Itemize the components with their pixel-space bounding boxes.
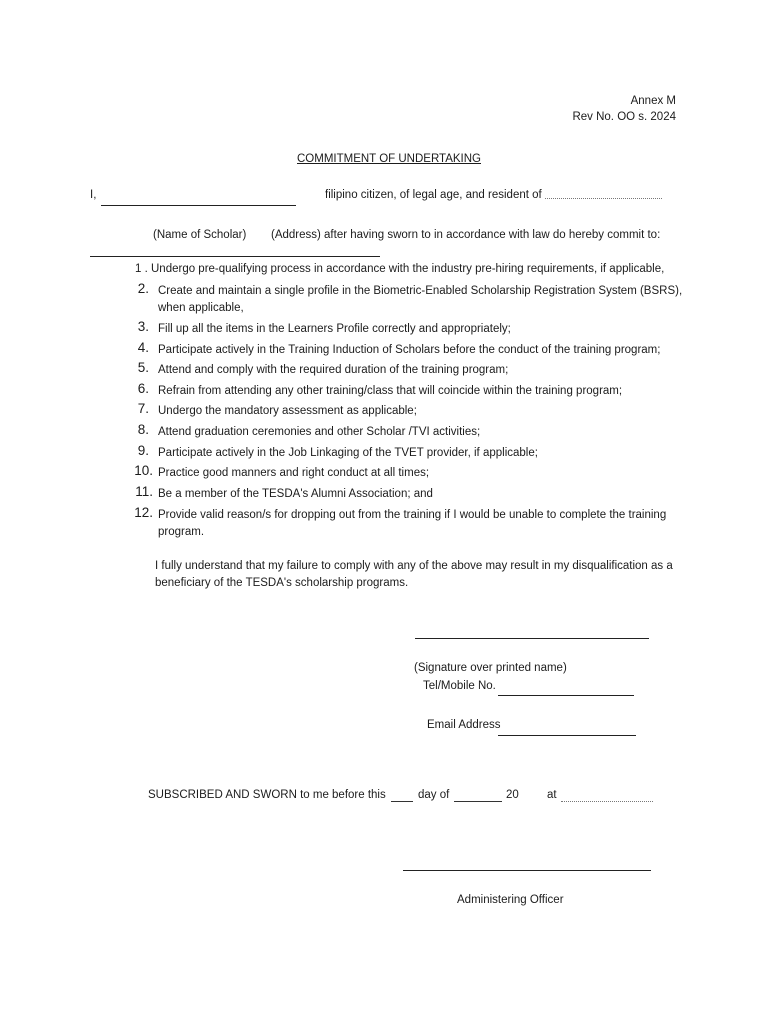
list-item-number: 10. [134,463,153,478]
list-item-text: Undergo pre-qualifying process in accordance with the industry pre-hiring requirements, if applicable, [151,263,665,275]
residence-blank-line [545,198,662,199]
citizen-text: filipino citizen, of legal age, and resident of [325,189,542,201]
sworn-text: SUBSCRIBED AND SWORN to me before this [148,789,386,801]
place-blank-line [561,801,653,802]
list-item-number: 6. [137,381,149,396]
revision-label: Rev No. OO s. 2024 [572,111,676,123]
email-label: Email Address [427,719,501,731]
closing-paragraph: I fully understand that my failure to comply with any of the above may result in my disqualification as a beneficiary of the TESDA's scholarship programs. [155,560,673,589]
day-of-label: day of [418,789,450,801]
name-blank-line [101,205,296,206]
intro-i: I, [90,189,97,201]
list-item-text: Participate actively in the Training Induction of Scholars before the conduct of the training program; [158,344,661,356]
document-title: COMMITMENT OF UNDERTAKING [297,153,481,165]
tel-mobile-label: Tel/Mobile No. [423,680,496,692]
name-of-scholar-label: (Name of Scholar) [153,229,247,241]
month-blank-line [454,801,502,802]
day-blank-line [391,801,413,802]
list-item-number: 4. [137,340,149,355]
year-prefix: 20 [506,789,519,801]
tel-mobile-line [498,695,634,696]
annex-label: Annex M [630,95,676,107]
list-item-number: 1 . [135,263,148,275]
signature-label: (Signature over printed name) [414,662,567,674]
list-item-text: Undergo the mandatory assessment as applicable; [158,405,417,417]
at-label: at [547,789,557,801]
list-item-number: 8. [137,422,149,437]
list-item-number: 2. [137,281,149,296]
list-item-number: 3. [137,319,149,334]
list-item-text: Practice good manners and right conduct at all times; [158,467,430,479]
list-item-number: 9. [137,443,149,458]
list-item-1 [135,263,664,275]
list-item-number: 7. [137,401,149,416]
list-item-number: 5. [137,360,149,375]
list-item-text: Attend and comply with the required duration of the training program; [158,364,509,376]
administering-officer-label: Administering Officer [457,894,564,906]
signature-line [415,638,649,639]
list-item-text: Attend graduation ceremonies and other Scholar /TVI activities; [158,426,481,438]
address-blank-line [90,256,380,257]
list-item-text: Refrain from attending any other training/class that will coincide within the training program; [158,385,623,397]
list-item-text: Provide valid reason/s for dropping out from the training if I would be unable to complete the training program. [158,509,667,538]
list-item-text: Fill up all the items in the Learners Profile correctly and appropriately; [158,323,511,335]
officer-signature-line [403,870,651,871]
list-item-number: 12. [134,505,153,520]
list-item-text: Participate actively in the Job Linkaging of the TVET provider, if applicable; [158,447,538,459]
email-line [498,735,636,736]
list-item-text: Be a member of the TESDA's Alumni Association; and [158,488,433,500]
list-item-number: 11. [135,484,153,499]
address-commit-text: (Address) after having sworn to in accordance with law do hereby commit to: [271,229,661,241]
list-item-text: Create and maintain a single profile in the Biometric-Enabled Scholarship Registration System (BSRS), when applicable, [158,285,683,314]
